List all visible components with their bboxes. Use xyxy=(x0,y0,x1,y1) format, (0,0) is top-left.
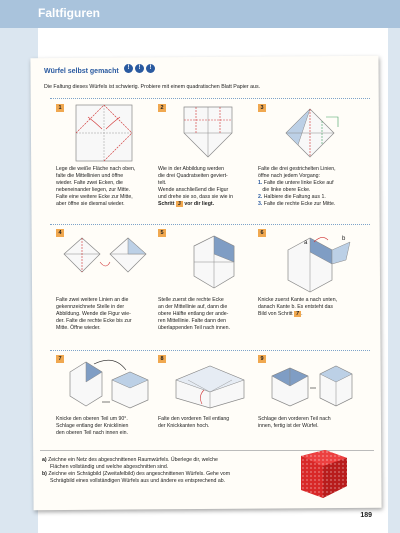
difficulty-icon: ! xyxy=(146,64,155,73)
step-4-diagram xyxy=(60,232,156,292)
step-8-text: Falte den vorderen Teil entlang der Knickkanten hoch. xyxy=(158,416,230,429)
step-6-text: Knicke zuerst Kante a nach unten, danach Kante b. Es entsteht das Bild von Schritt 7 . xyxy=(258,297,338,317)
edge-label-b: b xyxy=(342,236,346,242)
step-5-diagram xyxy=(180,232,250,294)
step-1-text: Lege die weiße Fläche nach oben, falte die Mittellinien und öffne wieder. Falte zwei Ecken, die nebeneinander liegen, zur Mitte. Falte eine weitere Ecke zur Mitte, aber öffne sie diesmal wieder. xyxy=(56,166,136,207)
step-reference: 7 xyxy=(294,311,301,317)
divider xyxy=(50,350,370,351)
right-margin-band xyxy=(388,28,400,533)
exercise-title: Würfel selbst gemacht xyxy=(44,68,119,75)
step-number: 5 xyxy=(158,229,166,237)
step-number: 6 xyxy=(258,229,266,237)
step-5-text: Stelle zuerst die rechte Ecke an der Mittellinie auf, dann die obere Hälfte entlang der ande- ren Mittellinie. Falte dann den überlappenden Teil nach innen. xyxy=(158,297,231,331)
step-8-diagram xyxy=(168,358,252,412)
step-2-diagram xyxy=(170,103,250,163)
difficulty-icon: ! xyxy=(124,64,133,73)
divider xyxy=(50,224,370,225)
step-3-diagram xyxy=(266,103,356,163)
task-list: a) Zeichne ein Netz des abgeschnittenen Raumwürfels. Überlege dir, welche Flächen vollständig und welche abgeschnitten sind. b) Zeichne ein Schrägbild (Zweitafelbild) des angeschnittenen Würfels. Gehe vom Schrägbild eines vollständigen Würfels aus und ändere es entsprechend ab. xyxy=(42,457,282,485)
task-b: b) Zeichne ein Schrägbild (Zweitafelbild) des angeschnittenen Würfels. Gehe vom xyxy=(42,471,231,477)
chapter-title: Faltfiguren xyxy=(38,6,100,20)
task-a: a) Zeichne ein Netz des abgeschnittenen Raumwürfels. Überlege dir, welche xyxy=(42,457,218,463)
step-number: 3 xyxy=(258,104,266,112)
edge-label-a: a xyxy=(304,240,308,246)
chapter-header xyxy=(0,0,400,28)
step-2-text: Wie in der Abbildung werden die drei Quadratseiten geviert- telt. Wende anschließend die Figur und drehe sie so, dass sie wie in Schritt 3 vor dir liegt. xyxy=(158,166,233,207)
step-number: 9 xyxy=(258,355,266,363)
step-6-diagram xyxy=(270,230,360,294)
step-7-diagram xyxy=(64,356,154,412)
step-1-diagram xyxy=(68,103,148,163)
exercise-intro: Die Faltung dieses Würfels ist schwierig. Probiere mit einem quadratischen Blatt Papier aus. xyxy=(44,84,261,90)
step-number: 8 xyxy=(158,355,166,363)
step-9-diagram xyxy=(266,358,358,414)
difficulty-icon: ! xyxy=(135,64,144,73)
step-number: 4 xyxy=(56,229,64,237)
page-number: 189 xyxy=(360,512,372,519)
cube-photo xyxy=(285,446,355,504)
step-number: 7 xyxy=(56,355,64,363)
step-number: 2 xyxy=(158,104,166,112)
step-4-text: Falte zwei weitere Linien an die gekennzeichnete Stelle in der Abbildung. Wende die Figur wie- der. Falte die rechte Ecke bis zur Mitte. Öffne wieder. xyxy=(56,297,132,331)
step-9-text: Schlage den vorderen Teil nach innen, fertig ist der Würfel. xyxy=(258,416,331,429)
step-reference: 3 xyxy=(176,201,183,207)
step-number: 1 xyxy=(56,104,64,112)
divider xyxy=(50,98,370,99)
step-7-text: Knicke den oberen Teil um 90°. Schlage entlang der Knicklinien den oberen Teil nach innen ein. xyxy=(56,416,129,436)
step-3-text: Falte die drei gestrichelten Linien, öffne nach jedem Vorgang: 1. Falte die untere linke Ecke auf die linke obere Ecke. 2. Halbiere die Faltung aus 1. 3. Falte die rechte Ecke zur Mitte. xyxy=(258,166,336,207)
